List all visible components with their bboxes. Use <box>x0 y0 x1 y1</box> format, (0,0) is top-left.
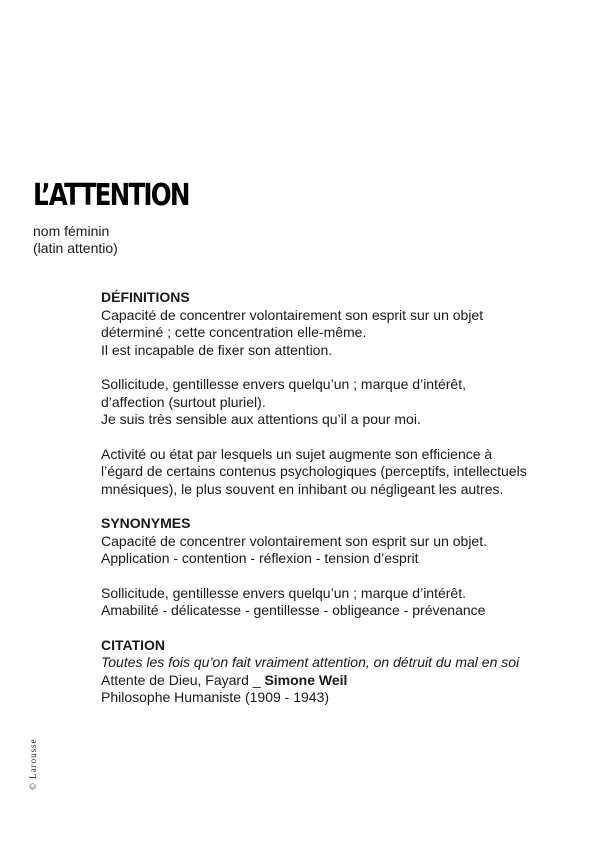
definition-line: l’égard de certains contenus psychologiques (perceptifs, intellectuels <box>101 463 527 479</box>
citation-heading: CITATION <box>101 636 166 653</box>
citation-source: Attente de Dieu, Fayard _ <box>101 671 265 688</box>
definition-line: Capacité de concentrer volontairement son esprit sur un objet <box>101 306 484 323</box>
definition-example: Il est incapable de fixer son attention. <box>101 341 333 358</box>
citation-quote: Toutes les fois qu’on fait vraiment attention, on détruit du mal en soi <box>101 654 520 670</box>
definition-line: déterminé ; cette concentration elle-même. <box>101 324 367 340</box>
word-gender: nom féminin <box>33 223 110 239</box>
definition-line: Sollicitude, gentillesse envers quelqu’un ; marque d’intérêt, <box>101 376 466 392</box>
copyright-notice: © Larousse <box>28 738 38 790</box>
page-title: L’ATTENTION <box>33 178 189 213</box>
synonym-line: Application - contention - réflexion - tension d’esprit <box>101 550 419 566</box>
citation-author: Simone Weil <box>264 671 348 688</box>
word-info <box>33 223 118 257</box>
definitions-heading: DÉFINITIONS <box>101 289 190 305</box>
citation-author-desc: Philosophe Humaniste (1909 - 1943) <box>101 689 330 705</box>
entry-content <box>101 289 596 707</box>
synonymes-heading: SYNONYMES <box>101 515 191 531</box>
citation-source-line <box>101 672 596 690</box>
definition-line: Activité ou état par lesquels un sujet augmente son efficience à <box>101 445 493 462</box>
definition-line: d’affection (surtout pluriel). <box>101 393 266 410</box>
synonym-line: Capacité de concentrer volontairement son esprit sur un objet. <box>101 532 487 549</box>
definition-example: Je suis très sensible aux attentions qu’il a pour moi. <box>101 411 421 427</box>
word-etymology: (latin attentio) <box>33 240 118 256</box>
synonym-line: Amabilité - délicatesse - gentillesse - obligeance - prévenance <box>101 602 486 618</box>
definition-line: mnésiques), le plus souvent en inhibant ou négligeant les autres. <box>101 480 504 497</box>
synonym-line: Sollicitude, gentillesse envers quelqu’un ; marque d’intérêt. <box>101 584 466 601</box>
